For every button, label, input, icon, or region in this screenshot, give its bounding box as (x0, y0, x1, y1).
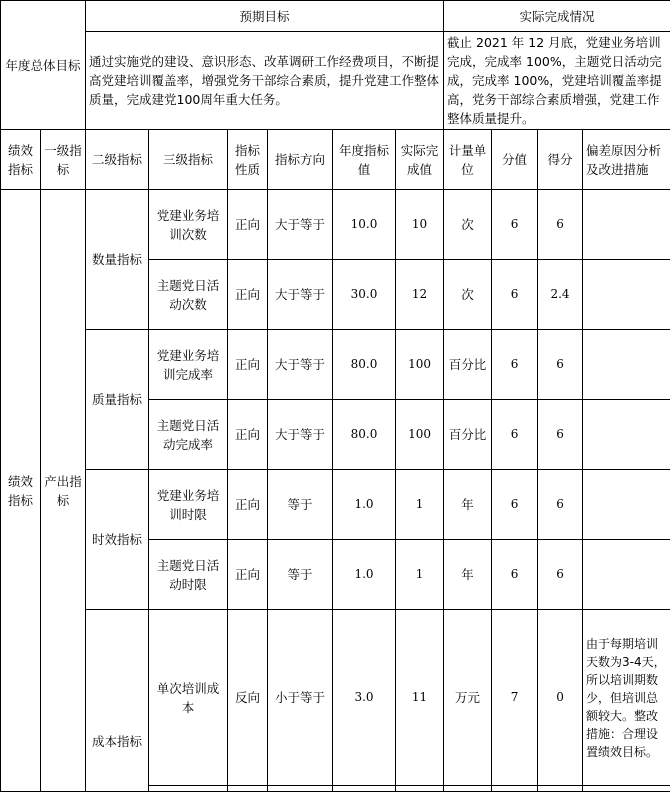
score-cell: 6 (538, 400, 583, 470)
direction-cell: 等于 (268, 470, 333, 540)
cost-group-label: 成本指标 (86, 610, 149, 792)
direction-cell: 大于等于 (268, 190, 333, 260)
actual-cell: 100 (396, 400, 444, 470)
col-perf: 绩效指标 (1, 130, 41, 190)
expected-goal-text: 通过实施党的建设、意识形态、改革调研工作经费项目，不断提高党建培训覆盖率，增强党务干部综合素质，提升党建工作整体质量，完成建党100周年重大任务。 (86, 32, 444, 130)
deviation-cell (583, 470, 670, 540)
col-unit: 计量单位 (444, 130, 492, 190)
expected-goal-header: 预期目标 (86, 1, 444, 32)
nature-cell: 正向 (228, 190, 268, 260)
direction-cell: 等于 (268, 540, 333, 610)
actual-completion-header: 实际完成情况 (444, 1, 670, 32)
nature-cell: 反向 (228, 610, 268, 786)
score-value-cell: 6 (492, 400, 538, 470)
col-deviation: 偏差原因分析及改进措施 (583, 130, 670, 190)
score-cell: 6 (538, 470, 583, 540)
table-row (1, 610, 670, 786)
col-nature: 指标性质 (228, 130, 268, 190)
table-row (1, 470, 670, 540)
annual-goal-label: 年度总体目标 (1, 1, 86, 130)
score-value-cell: 6 (492, 330, 538, 400)
col-level2: 二级指标 (86, 130, 149, 190)
level3-cell: 主题党日活动次数 (149, 260, 228, 330)
level3-cell: 党建业务培训时限 (149, 470, 228, 540)
perf-group-label: 绩效指标 (1, 190, 41, 792)
direction-cell: 大于等于 (268, 330, 333, 400)
level3-cell: 党建业务培训次数 (149, 190, 228, 260)
target-cell: 80.0 (333, 400, 396, 470)
quality-group-label: 质量指标 (86, 330, 149, 470)
target-cell: 30.0 (333, 260, 396, 330)
deviation-cell (583, 190, 670, 260)
score-cell: 6 (538, 330, 583, 400)
unit-cell: 次 (444, 260, 492, 330)
nature-cell: 正向 (228, 470, 268, 540)
unit-cell: 年 (444, 470, 492, 540)
actual-cell: 10 (396, 190, 444, 260)
target-cell: 80.0 (333, 330, 396, 400)
deviation-cell (583, 540, 670, 610)
score-value-cell: 6 (492, 190, 538, 260)
level3-cell: 主题党日活动完成率 (149, 400, 228, 470)
target-cell: 1.0 (333, 540, 396, 610)
level3-cell: 主题党日活动时限 (149, 540, 228, 610)
actual-cell: 100 (396, 330, 444, 400)
unit-cell: 年 (444, 540, 492, 610)
nature-cell: 正向 (228, 260, 268, 330)
actual-completion-text: 截止 2021 年 12 月底，党建业务培训完成，完成率 100%，主题党日活动完成，完成率 100%，党建培训覆盖率提高，党务干部综合素质增强，党建工作整体质量提升。 (444, 32, 670, 130)
unit-cell: 百分比 (444, 400, 492, 470)
direction-cell: 大于等于 (268, 260, 333, 330)
target-cell: 10.0 (333, 190, 396, 260)
actual-cell: 1 (396, 470, 444, 540)
unit-cell: 百分比 (444, 330, 492, 400)
unit-cell: 次 (444, 190, 492, 260)
target-cell: 3.0 (333, 610, 396, 786)
col-level1: 一级指标 (41, 130, 86, 190)
score-value-cell: 7 (492, 610, 538, 786)
level3-cell: 单次培训成本 (149, 610, 228, 786)
col-direction: 指标方向 (268, 130, 333, 190)
target-cell: 1.0 (333, 470, 396, 540)
direction-cell: 大于等于 (268, 400, 333, 470)
table-row (1, 330, 670, 400)
actual-cell: 12 (396, 260, 444, 330)
score-cell: 2.4 (538, 260, 583, 330)
score-cell: 6 (538, 190, 583, 260)
col-score: 得分 (538, 130, 583, 190)
nature-cell: 正向 (228, 330, 268, 400)
deviation-cell (583, 260, 670, 330)
deviation-cell (583, 400, 670, 470)
col-level3: 三级指标 (149, 130, 228, 190)
timeliness-group-label: 时效指标 (86, 470, 149, 610)
score-value-cell: 6 (492, 470, 538, 540)
score-cell: 6 (538, 540, 583, 610)
col-target: 年度指标值 (333, 130, 396, 190)
score-value-cell: 6 (492, 260, 538, 330)
nature-cell: 正向 (228, 540, 268, 610)
deviation-note-cell: 由于每期培训天数为3-4天，所以培训期数少，但培训总额较大。整改措施：合理设置绩效目标。 (583, 610, 670, 786)
score-cell: 0 (538, 610, 583, 786)
deviation-cell (583, 330, 670, 400)
actual-cell: 1 (396, 540, 444, 610)
table-row (1, 190, 670, 260)
score-value-cell: 6 (492, 540, 538, 610)
actual-cell: 11 (396, 610, 444, 786)
nature-cell: 正向 (228, 400, 268, 470)
unit-cell: 万元 (444, 610, 492, 786)
col-score-value: 分值 (492, 130, 538, 190)
level1-group-label: 产出指标 (41, 190, 86, 792)
level3-cell: 党建业务培训完成率 (149, 330, 228, 400)
direction-cell: 小于等于 (268, 610, 333, 786)
col-actual: 实际完成值 (396, 130, 444, 190)
quantity-group-label: 数量指标 (86, 190, 149, 330)
